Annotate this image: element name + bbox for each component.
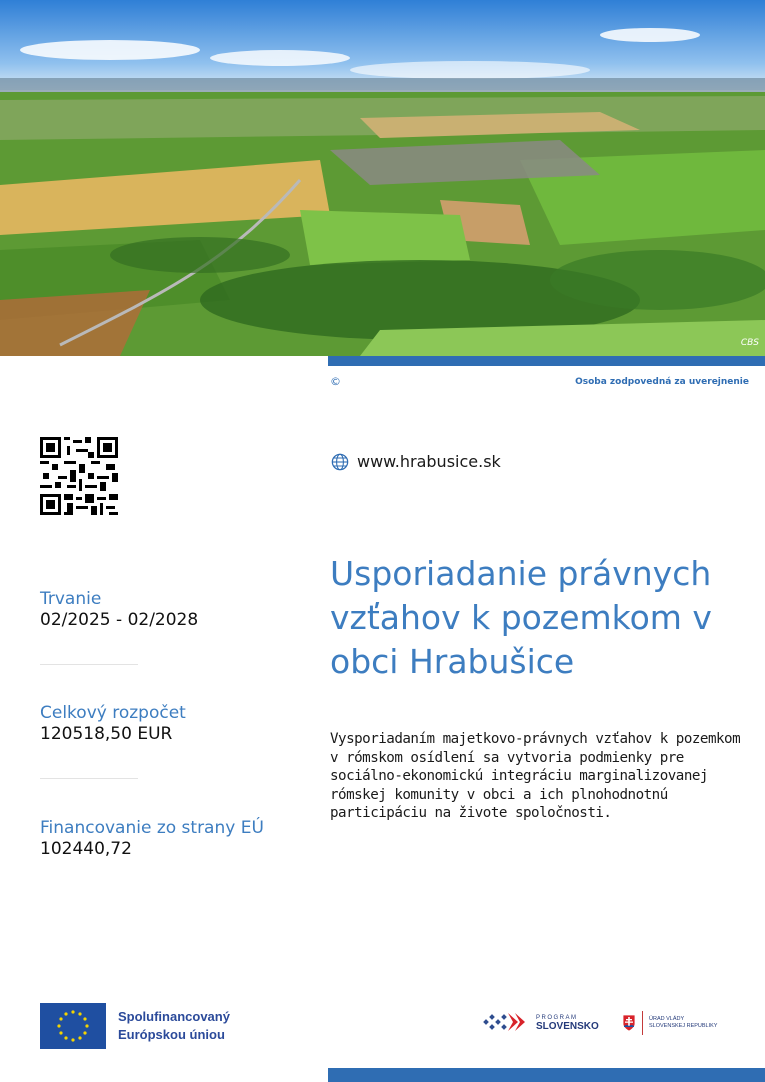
government-office-logo [622, 1011, 717, 1035]
budget-label: Celkový rozpočet [40, 703, 186, 723]
slovak-coat-of-arms-icon [622, 1014, 636, 1032]
duration-label: Trvanie [40, 589, 102, 609]
eu-cofunded-logo [40, 1003, 230, 1049]
program-label: PROGRAM [536, 1014, 578, 1021]
website-row[interactable] [331, 452, 501, 471]
photo-credit: CBS [740, 338, 759, 348]
accent-bar-top [328, 356, 765, 366]
gov-separator [642, 1011, 643, 1035]
budget-block [40, 703, 186, 745]
duration-block [40, 589, 198, 631]
gov-line-1: ÚRAD VLÁDY [649, 1016, 685, 1022]
eu-funding-label: Financovanie zo strany EÚ [40, 818, 264, 838]
project-description: Vysporiadaním majetkovo-právnych vzťahov k pozemkom v rómskom osídlení sa vytvoria podmienky pre sociálno-ekonomickú integráciu marginalizovanej rómskej komunity v obci a ich plnohodnotnú participáciu na živote spoločnosti. [330, 731, 741, 821]
divider [40, 664, 138, 665]
globe-icon [331, 453, 349, 471]
qr-code[interactable] [40, 437, 118, 515]
responsible-person-label: Osoba zodpovedná za uverejnenie [575, 377, 749, 387]
program-slovensko-logo [482, 1010, 599, 1036]
project-title: Usporiadanie právnych vzťahov k pozemkom v obci Hrabušice [330, 554, 712, 681]
website-link[interactable]: www.hrabusice.sk [357, 452, 501, 471]
eu-flag-icon [40, 1003, 106, 1049]
eu-cofunded-text [118, 1008, 230, 1044]
gov-line-2: SLOVENSKEJ REPUBLIKY [649, 1023, 718, 1029]
duration-value: 02/2025 - 02/2028 [40, 610, 199, 630]
program-slovensko-icon [482, 1010, 530, 1036]
eu-line-2: Európskou úniou [118, 1027, 225, 1042]
eu-line-1: Spolufinancovaný [118, 1009, 230, 1024]
hero-landscape-image [0, 0, 765, 356]
eu-funding-value: 102440,72 [40, 839, 132, 859]
divider [40, 778, 138, 779]
copyright-symbol: © [330, 375, 341, 388]
budget-value: 120518,50 EUR [40, 724, 173, 744]
eu-funding-block [40, 818, 264, 860]
slovensko-label: SLOVENSKO [536, 1020, 599, 1032]
accent-bar-bottom [328, 1068, 765, 1082]
